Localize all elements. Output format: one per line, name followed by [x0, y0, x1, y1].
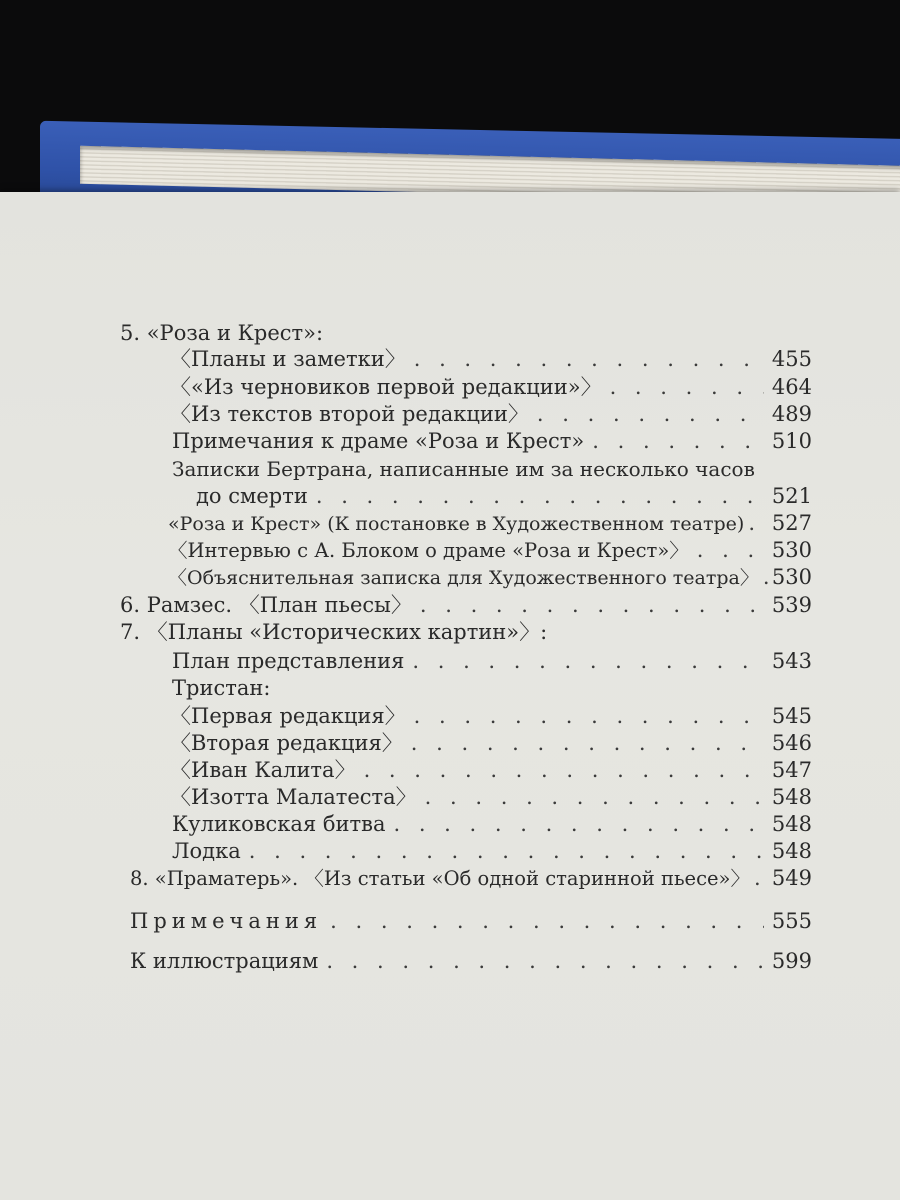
toc-entry-title: Примечания	[130, 909, 323, 933]
toc-entry-title: 〈Интервью с А. Блоком о драме «Роза и Крест»〉	[168, 539, 689, 562]
toc-entry	[170, 346, 812, 372]
toc-entry-title: до смерти	[196, 484, 308, 508]
dot-leader	[364, 757, 764, 783]
toc-page-number: 489	[771, 402, 812, 426]
toc-page-number: 545	[771, 704, 812, 728]
dot-leader	[330, 908, 764, 934]
toc-page-number: 530	[771, 538, 812, 562]
dot-leader	[411, 730, 764, 756]
toc-entry	[196, 483, 812, 509]
toc-entry-title: К иллюстрациям	[130, 949, 319, 973]
toc-entry	[170, 730, 812, 756]
toc-entry	[172, 428, 812, 454]
toc-entry-title: Куликовская битва	[172, 812, 386, 836]
toc-entry-title: 〈Вторая редакция〉	[170, 731, 403, 755]
toc-entry-title: Примечания к драме «Роза и Крест»	[172, 429, 585, 453]
toc-entry-notes	[130, 908, 812, 934]
dot-leader	[610, 374, 764, 400]
toc-entry-title: 〈Изотта Малатеста〉	[170, 785, 417, 809]
toc-entry-title: 8. «Праматерь». 〈Из статьи «Об одной старинной пьесе»〉	[130, 867, 750, 890]
dot-leader	[592, 428, 764, 454]
toc-heading-s7	[120, 619, 812, 645]
toc-entry-title: Лодка	[172, 839, 241, 863]
dot-leader	[420, 592, 764, 618]
toc-entry-title: Записки Бертрана, написанные им за несколько часов	[172, 457, 755, 481]
toc-page-number: 527	[771, 511, 812, 535]
dot-leader	[326, 948, 764, 974]
dot-leader	[412, 648, 764, 674]
toc-entry-line1	[172, 456, 812, 482]
toc-page-number: 543	[771, 649, 812, 673]
toc-entry	[172, 648, 812, 674]
toc-entry-s6	[120, 592, 812, 618]
toc-entry	[168, 564, 812, 590]
toc-page-number: 464	[771, 375, 812, 399]
dot-leader	[414, 346, 764, 372]
toc-page-number: 599	[771, 949, 812, 973]
toc-entry-title: 〈Первая редакция〉	[170, 704, 406, 728]
dot-leader	[754, 865, 768, 891]
toc-entry-illustrations	[130, 948, 812, 974]
toc-entry-title: 〈Иван Калита〉	[170, 758, 356, 782]
toc-entry	[170, 703, 812, 729]
toc-entry	[172, 838, 812, 864]
toc-entry	[168, 510, 812, 536]
table-of-contents	[0, 192, 900, 1200]
toc-entry-title: 〈Объяснительная записка для Художественного театра〉	[168, 567, 759, 589]
dot-leader	[393, 811, 763, 837]
dot-leader	[249, 838, 764, 864]
toc-page-number: 555	[771, 909, 812, 933]
dot-leader	[425, 784, 764, 810]
book-page	[0, 192, 900, 1200]
toc-page-number: 530	[771, 565, 812, 589]
toc-entry-s8	[130, 865, 812, 891]
toc-entry	[170, 374, 812, 400]
toc-entry-title: 6. Рамзес. 〈План пьесы〉	[120, 593, 412, 617]
toc-heading-s5	[120, 320, 800, 346]
toc-page-number: 547	[771, 758, 812, 782]
dot-leader	[763, 564, 768, 590]
toc-subheading	[172, 675, 812, 701]
toc-page-number: 549	[771, 866, 812, 890]
dot-leader	[748, 510, 768, 536]
dot-leader	[316, 483, 764, 509]
toc-entry-title: «Роза и Крест» (К постановке в Художественном театре)	[168, 513, 745, 535]
dot-leader	[537, 401, 764, 427]
toc-page-number: 548	[771, 839, 812, 863]
toc-page-number: 455	[771, 347, 812, 371]
toc-entry	[170, 784, 812, 810]
toc-entry-title: 〈Планы и заметки〉	[170, 347, 406, 371]
toc-subheading-text: Тристан:	[172, 676, 271, 700]
toc-page-number: 548	[771, 785, 812, 809]
toc-page-number: 521	[771, 484, 812, 508]
toc-page-number: 539	[771, 593, 812, 617]
toc-page-number: 546	[771, 731, 812, 755]
dot-leader	[414, 703, 764, 729]
dot-leader	[697, 537, 764, 563]
toc-page-number: 548	[771, 812, 812, 836]
toc-entry	[172, 811, 812, 837]
toc-entry	[168, 537, 812, 563]
toc-heading-text: 5. «Роза и Крест»:	[120, 321, 324, 345]
toc-entry	[170, 757, 812, 783]
toc-entry-title: План представления	[172, 649, 405, 673]
toc-page-number: 510	[771, 429, 812, 453]
toc-entry-title: 〈Из текстов второй редакции〉	[170, 402, 529, 426]
toc-entry	[170, 401, 812, 427]
toc-entry-title: 〈«Из черновиков первой редакции»〉	[170, 375, 602, 399]
toc-heading-text: 7. 〈Планы «Исторических картин»〉:	[120, 620, 548, 644]
